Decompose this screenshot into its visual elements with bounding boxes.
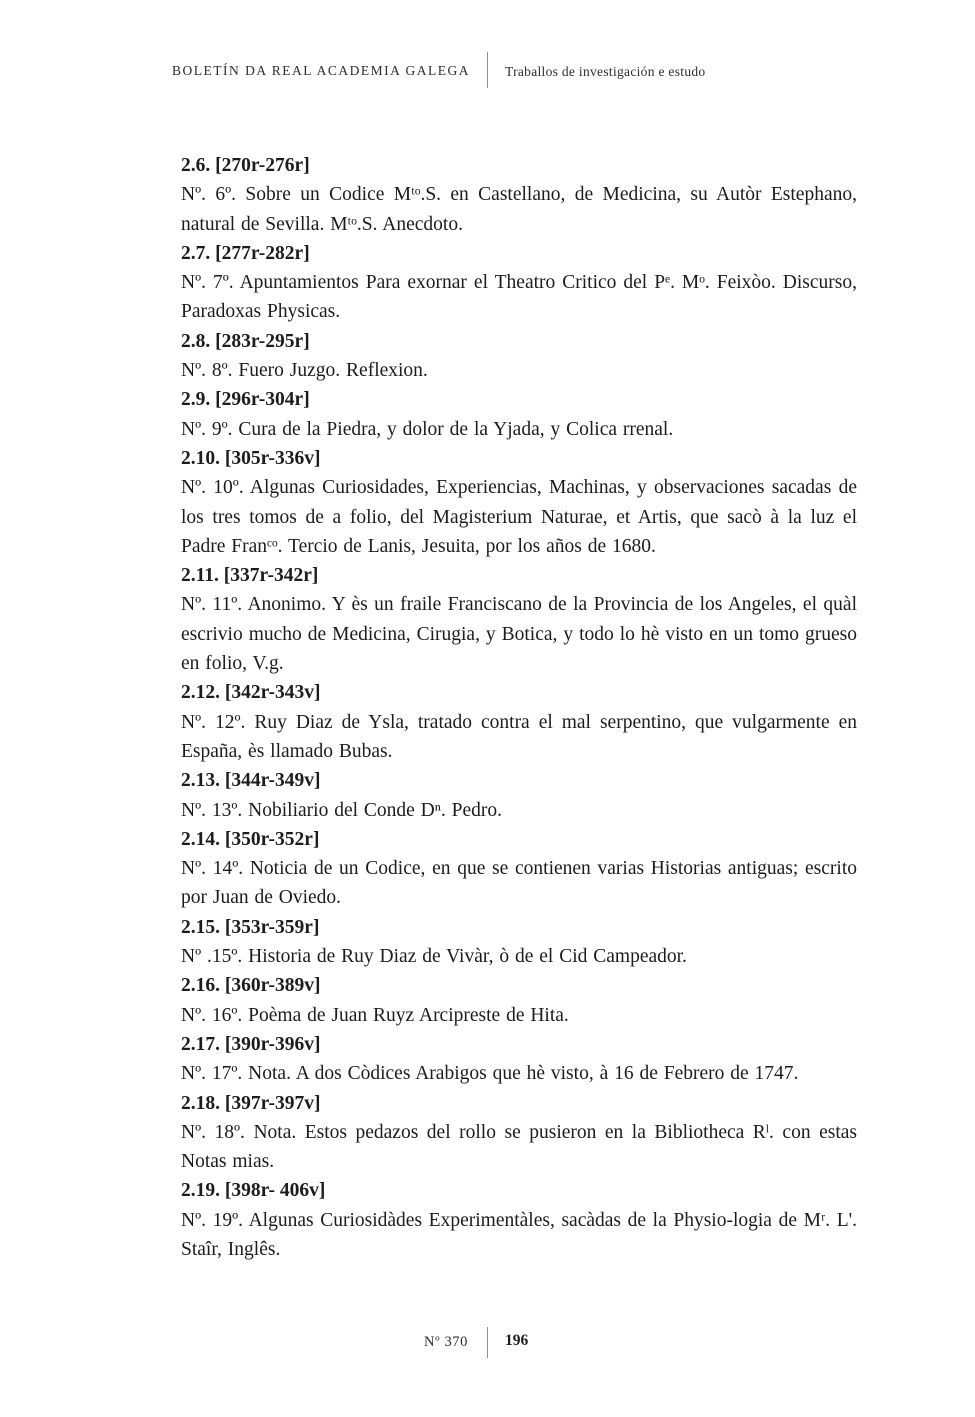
entry-heading: 2.6. [270r-276r] xyxy=(181,155,310,176)
entry-text: Nº. 12º. Ruy Diaz de Ysla, tratado contra el mal serpentino, que vulgarmente en España, ès llamado Bubas. xyxy=(181,711,857,762)
journal-title: BOLETÍN DA REAL ACADEMIA GALEGA xyxy=(172,63,470,78)
entry xyxy=(181,913,857,972)
entry-heading: 2.19. [398r- 406v] xyxy=(181,1180,326,1202)
footer-issue-number: Nº 370 xyxy=(424,1334,468,1350)
entry xyxy=(181,971,857,1030)
entry xyxy=(181,327,857,386)
entry xyxy=(181,444,857,561)
footer-divider xyxy=(487,1327,488,1358)
entry-text: Nº. 13º. Nobiliario del Conde Dⁿ. Pedro. xyxy=(181,799,503,821)
entry-text: Nº. 9º. Cura de la Piedra, y dolor de la Yjada, y Colica rrenal. xyxy=(181,418,674,440)
entry xyxy=(181,678,857,766)
entry-text: Nº. 16º. Poèma de Juan Ruyz Arcipreste de Hita. xyxy=(181,1004,569,1026)
entry-heading: 2.11. [337r-342r] xyxy=(181,565,319,587)
entry-text: Nº. 14º. Noticia de un Codice, en que se contienen varias Historias antiguas; escrito por Juan de Oviedo. xyxy=(181,858,857,909)
entry xyxy=(181,766,857,825)
entry-text: Nº. 11º. Anonimo. Y ès un fraile Franciscano de la Provincia de los Angeles, el quàl escrivio mucho de Medicina, Cirugia, y Botica, y todo lo hè visto en un tomo grueso en folio, V.g. xyxy=(181,594,857,675)
entry xyxy=(181,151,857,239)
catalogue-list xyxy=(181,151,857,1264)
entry-text: Nº. 18º. Nota. Estos pedazos del rollo se pusieron en la Bibliotheca Rˡ. con estas Notas mias. xyxy=(181,1121,857,1173)
entry-heading: 2.13. [344r-349v] xyxy=(181,770,321,792)
entry-text: Nº. 8º. Fuero Juzgo. Reflexion. xyxy=(181,360,428,382)
entry-heading: 2.9. [296r-304r] xyxy=(181,389,310,411)
entry-heading: 2.8. [283r-295r] xyxy=(181,330,310,352)
entry-heading: 2.17. [390r-396v] xyxy=(181,1033,321,1055)
entry-heading: 2.16. [360r-389v] xyxy=(181,975,321,997)
entry xyxy=(181,561,857,678)
entry-heading: 2.12. [342r-343v] xyxy=(181,682,321,704)
entry-text: Nº. 19º. Algunas Curiosidàdes Experimentàles, sacàdas de la Physio-logia de Mʳ. L'. Staîr, Inglês. xyxy=(181,1209,857,1260)
entry-text: Nº .15º. Historia de Ruy Diaz de Vivàr, ò de el Cid Campeador. xyxy=(181,946,687,968)
section-title: Traballos de investigación e estudo xyxy=(505,64,706,79)
entry xyxy=(181,1030,857,1089)
entry-text: Nº. 17º. Nota. A dos Còdices Arabigos que hè visto, à 16 de Febrero de 1747. xyxy=(181,1063,799,1085)
header-divider xyxy=(487,52,488,88)
footer-page-number: 196 xyxy=(505,1332,529,1349)
entry xyxy=(181,825,857,913)
entry-heading: 2.7. [277r-282r] xyxy=(181,242,310,264)
entry-text: Nº. 10º. Algunas Curiosidades, Experiencias, Machinas, y observaciones sacadas de los tres tomos de a folio, del Magisterium Naturae, et Artis, que sacò à la luz el Padre Franᶜᵒ. Tercio de Lanis, Jesuita, por los años de 1680. xyxy=(181,477,857,557)
entry xyxy=(181,239,857,327)
entry xyxy=(181,385,857,444)
entry xyxy=(181,1089,857,1177)
entry-text: Nº. 6º. Sobre un Codice Mᵗᵒ.S. en Castellano, de Medicina, su Autòr Estephano, natural de Sevilla. Mᵗᵒ.S. Anecdoto. xyxy=(181,184,857,235)
entry-text: Nº. 7º. Apuntamientos Para exornar el Theatro Critico del Pᵉ. Mᵒ. Feixòo. Discurso, Paradoxas Physicas. xyxy=(181,272,857,323)
entry-heading: 2.14. [350r-352r] xyxy=(181,828,320,850)
entry xyxy=(181,1176,857,1264)
entry-heading: 2.10. [305r-336v] xyxy=(181,447,321,469)
entry-heading: 2.18. [397r-397v] xyxy=(181,1092,321,1114)
entry-heading: 2.15. [353r-359r] xyxy=(181,916,320,938)
